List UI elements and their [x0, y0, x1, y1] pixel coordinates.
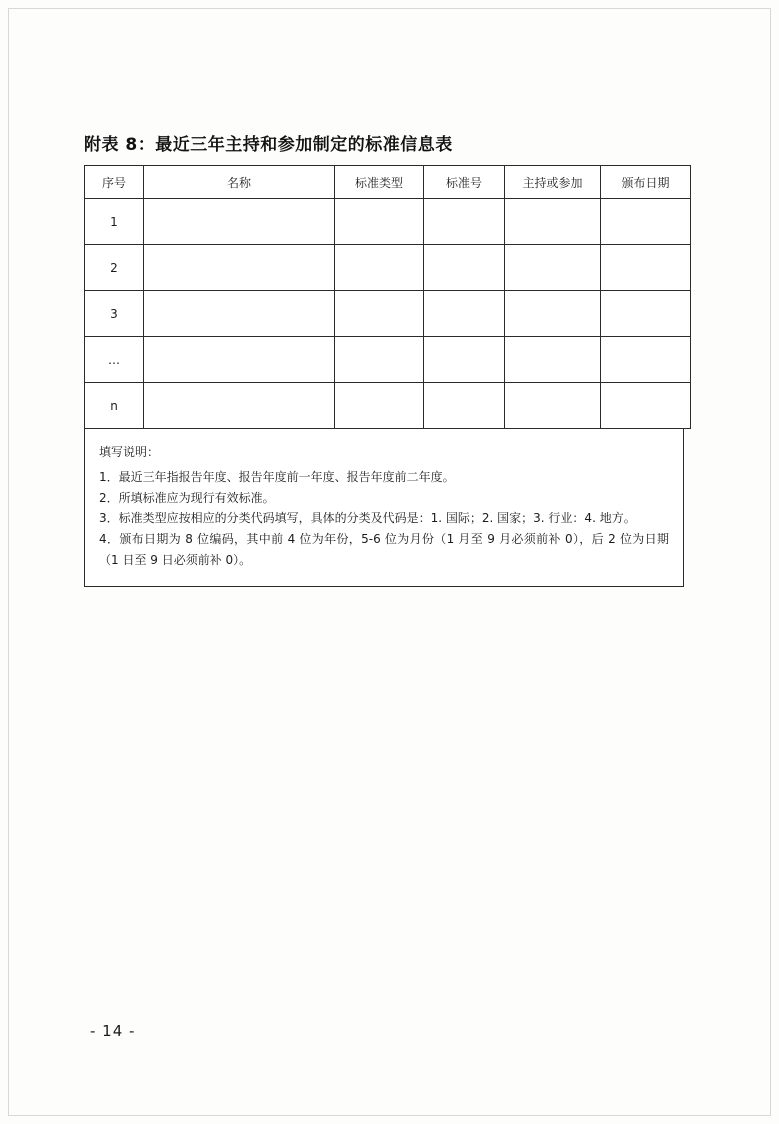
- note-item: 1．最近三年指报告年度、报告年度前一年度、报告年度前二年度。: [99, 470, 455, 484]
- cell-seq: 1: [85, 199, 144, 245]
- cell-role[interactable]: [505, 383, 601, 429]
- note-item: 4．颁布日期为 8 位编码，其中前 4 位为年份，5-6 位为月份（1 月至 9 月必须前补 0），后 2 位为日期（1 日至 9 日必须前补 0）。: [99, 531, 669, 567]
- cell-date[interactable]: [601, 337, 691, 383]
- table-header-row: [85, 166, 691, 199]
- cell-type[interactable]: [335, 199, 424, 245]
- cell-seq: …: [85, 337, 144, 383]
- page-number: - 14 -: [90, 1022, 136, 1040]
- cell-number[interactable]: [424, 337, 505, 383]
- cell-type[interactable]: [335, 383, 424, 429]
- table-header: [85, 166, 691, 199]
- table-row: [85, 383, 691, 429]
- cell-role[interactable]: [505, 199, 601, 245]
- cell-number[interactable]: [424, 291, 505, 337]
- cell-date[interactable]: [601, 291, 691, 337]
- cell-seq: n: [85, 383, 144, 429]
- column-header-number: 标准号: [424, 166, 505, 199]
- column-header-role: 主持或参加: [505, 166, 601, 199]
- cell-date[interactable]: [601, 245, 691, 291]
- table-row: [85, 291, 691, 337]
- cell-type[interactable]: [335, 245, 424, 291]
- cell-date[interactable]: [601, 383, 691, 429]
- notes-title: 填写说明：: [99, 445, 160, 459]
- cell-name[interactable]: [144, 383, 335, 429]
- column-header-name: 名称: [144, 166, 335, 199]
- cell-number[interactable]: [424, 199, 505, 245]
- cell-seq: 3: [85, 291, 144, 337]
- standards-table: [84, 165, 691, 429]
- column-header-date: 颁布日期: [601, 166, 691, 199]
- column-header-seq: 序号: [85, 166, 144, 199]
- table-body: [85, 199, 691, 429]
- cell-type[interactable]: [335, 337, 424, 383]
- cell-role[interactable]: [505, 291, 601, 337]
- cell-name[interactable]: [144, 199, 335, 245]
- cell-name[interactable]: [144, 337, 335, 383]
- cell-type[interactable]: [335, 291, 424, 337]
- cell-name[interactable]: [144, 291, 335, 337]
- cell-seq: 2: [85, 245, 144, 291]
- page-title: 附表 8：最近三年主持和参加制定的标准信息表: [84, 135, 453, 155]
- note-item: 3．标准类型应按相应的分类代码填写，具体的分类及代码是：1. 国际；2. 国家；3. 行业：4. 地方。: [99, 511, 636, 526]
- cell-role[interactable]: [505, 245, 601, 291]
- document-content: [84, 130, 684, 587]
- column-header-type: 标准类型: [335, 166, 424, 199]
- table-row: [85, 199, 691, 245]
- cell-date[interactable]: [601, 199, 691, 245]
- cell-role[interactable]: [505, 337, 601, 383]
- cell-number[interactable]: [424, 245, 505, 291]
- table-row: [85, 337, 691, 383]
- cell-number[interactable]: [424, 383, 505, 429]
- note-item: 2．所填标准应为现行有效标准。: [99, 490, 275, 505]
- table-row: [85, 245, 691, 291]
- cell-name[interactable]: [144, 245, 335, 291]
- notes-section: [84, 429, 684, 587]
